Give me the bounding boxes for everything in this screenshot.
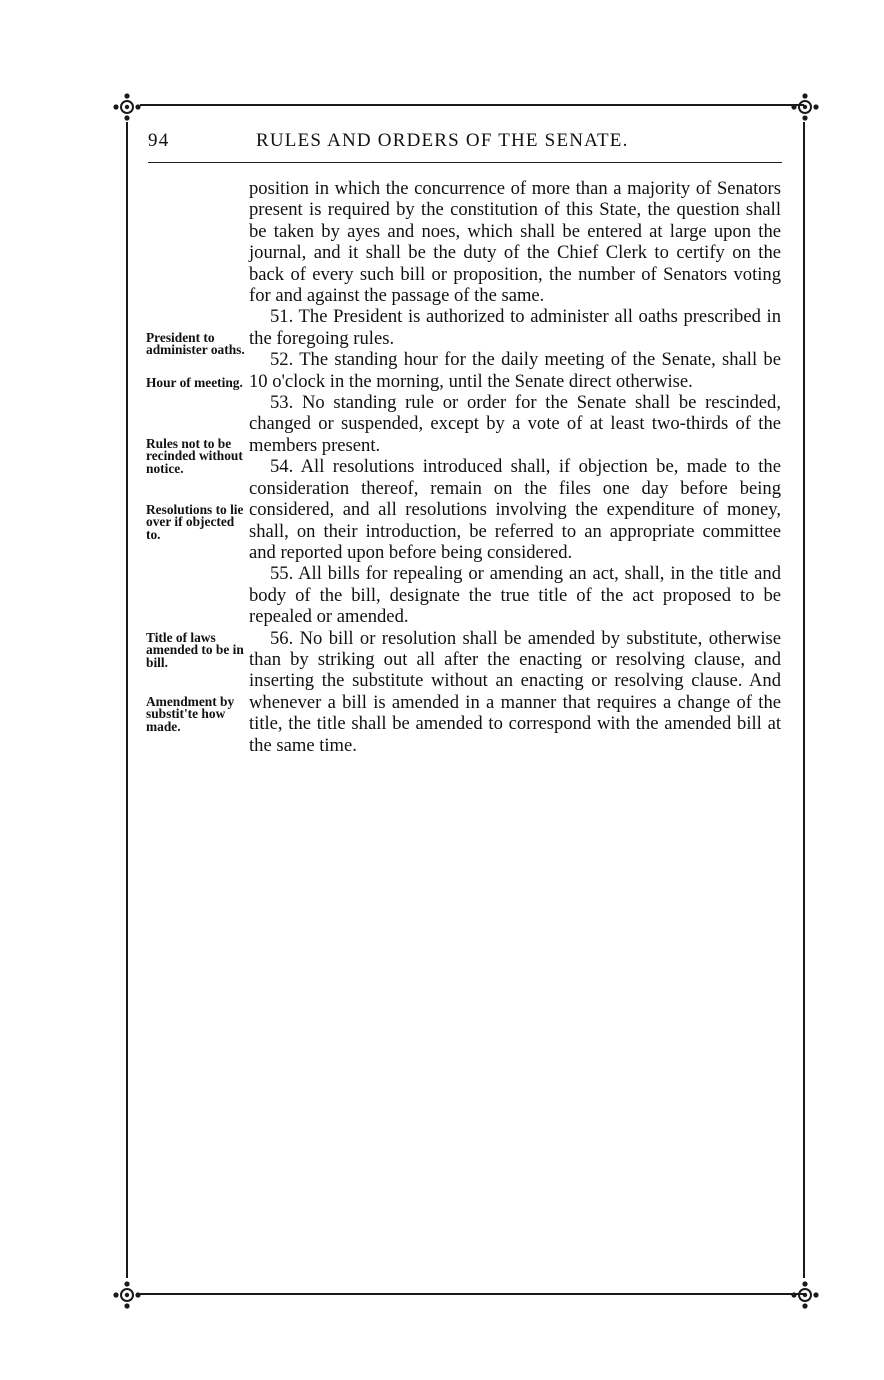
header-divider [148,162,782,163]
corner-ornament-icon [112,92,142,122]
margin-note: Hour of meeting. [146,375,243,390]
rule-51-paragraph: 51. The President is authorized to administer all oaths prescribed in the foregoing rules. [249,306,781,349]
margin-note: Rules not to be recinded without notice. [146,436,243,476]
frame-left-rule [126,122,128,1278]
frame-right-rule [803,122,805,1278]
corner-ornament-icon [790,1280,820,1310]
rule-53-paragraph: 53. No standing rule or order for the Senate shall be rescinded, changed or suspended, except by a vote of at least two-thirds of the members present. [249,392,781,456]
rule-56-paragraph: 56. No bill or resolution shall be amended by substitute, otherwise than by striking out all after the enacting or resolving clause, and inserting the substitute without an enacting or resolving clause. And whenever a bill is amended in a manner that requires a change of the title, the title shall be amended to correspond with the amended bill at the same time. [249,627,781,756]
frame-bottom-rule [140,1293,804,1295]
rule-55-paragraph: 55. All bills for repealing or amending an act, shall, in the title and body of the bill, designate the true title of the act proposed to be repealed or amended. [249,563,781,628]
body-text [249,178,781,756]
rule-54-paragraph: 54. All resolutions introduced shall, if objection be, made to the consideration thereof, remain on the files one day before being considered, and all resolutions involving the expenditure of money, shall, on their introduction, be referred to an appropriate committee and reported upon before being considered. [249,456,781,563]
running-header [148,130,782,158]
margin-note: Resolutions to lie over if objected to. [146,502,244,542]
corner-ornament-icon [790,92,820,122]
margin-note: Amendment by substit'te how made. [146,694,235,734]
rule-52-paragraph: 52. The standing hour for the daily meeting of the Senate, shall be 10 o'clock in the morning, until the Senate direct otherwise. [249,349,781,392]
corner-ornament-icon [112,1280,142,1310]
running-title: RULES AND ORDERS OF THE SENATE. [256,130,629,151]
margin-note: President to administer oaths. [146,330,245,358]
margin-note: Title of laws amended to be in bill. [146,630,244,670]
continuation-paragraph: position in which the concurrence of more than a majority of Senators present is required by the constitution of this State, the question shall be taken by ayes and noes, which shall be entered at large upon the journal, and it shall be the duty of the Chief Clerk to certify on the back of every such bill or proposition, the number of Senators voting for and against the passage of the same. [249,178,781,307]
page-number: 94 [148,130,170,151]
frame-top-rule [140,104,804,106]
